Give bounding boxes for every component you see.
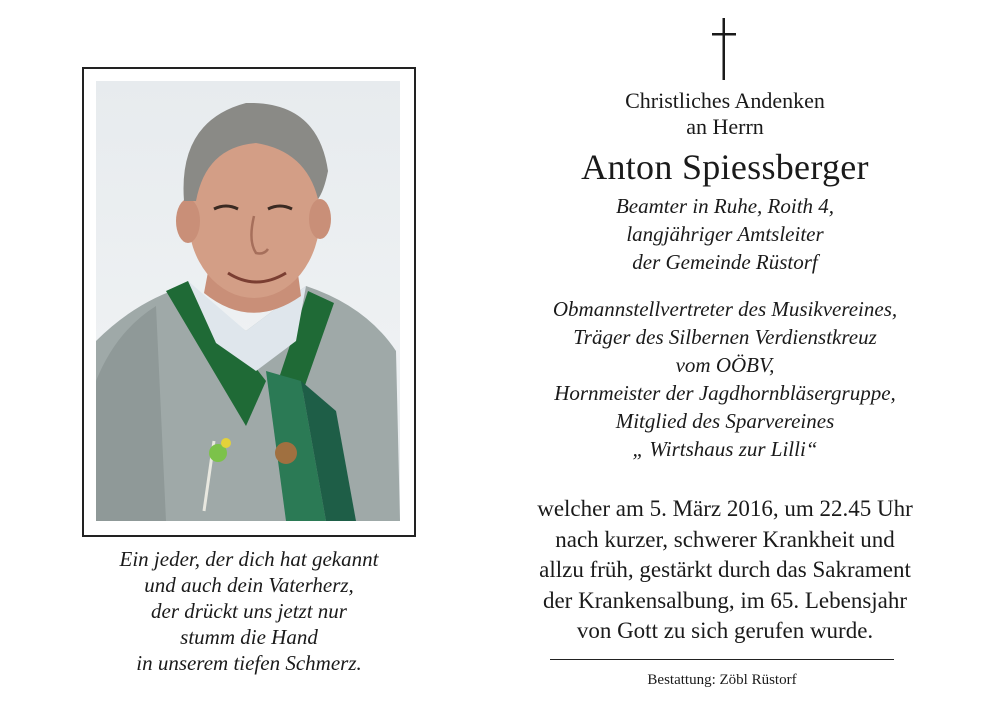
portrait-illustration: [96, 81, 400, 521]
death-line: welcher am 5. März 2016, um 22.45 Uhr: [537, 496, 913, 521]
roles-block: [510, 192, 940, 276]
poem-line: in unserem tiefen Schmerz.: [136, 651, 362, 675]
honor-line: Träger des Silbernen Verdienstkreuz: [573, 325, 877, 349]
death-line: der Krankensalbung, im 65. Lebensjahr: [542, 587, 908, 613]
death-line: nach kurzer, schwerer Krankheit und: [555, 526, 895, 552]
death-line: von Gott zu sich gerufen wurde.: [576, 618, 874, 643]
role-line: der Gemeinde Rüstorf: [632, 250, 818, 274]
poem-line: stumm die Hand: [180, 625, 318, 649]
role-line: Beamter in Ruhe, Roith 4,: [615, 194, 835, 218]
poem-line: und auch dein Vaterherz,: [144, 573, 354, 597]
death-line: allzu früh, gestärkt durch das Sakrament: [539, 557, 911, 582]
heading-line-2: an Herrn: [686, 114, 764, 139]
honor-line: Mitglied des Sparvereines: [615, 409, 835, 433]
poem-line: Ein jeder, der dich hat gekannt: [119, 547, 379, 571]
role-line: langjähriger Amtsleiter: [626, 222, 824, 246]
death-notice: [510, 494, 940, 647]
honor-line: vom OÖBV,: [675, 353, 775, 377]
honor-line: Hornmeister der Jagdhornbläsergruppe,: [554, 381, 896, 405]
honor-line: „ Wirtshaus zur Lilli“: [632, 437, 818, 461]
honor-line: Obmannstellvertreter des Musikvereines,: [552, 297, 898, 321]
portrait-photo: [96, 81, 400, 521]
honors-block: [510, 295, 940, 463]
deceased-name: Anton Spiessberger: [581, 147, 869, 187]
latin-cross-icon: [709, 18, 739, 80]
heading-line-1: Christliches Andenken: [625, 88, 825, 113]
poem-line: der drückt uns jetzt nur: [151, 599, 347, 623]
photo-frame: [82, 67, 416, 537]
divider-line: [550, 659, 894, 660]
funeral-home: Bestattung: Zöbl Rüstorf: [647, 672, 797, 688]
memorial-poem: [82, 546, 416, 676]
